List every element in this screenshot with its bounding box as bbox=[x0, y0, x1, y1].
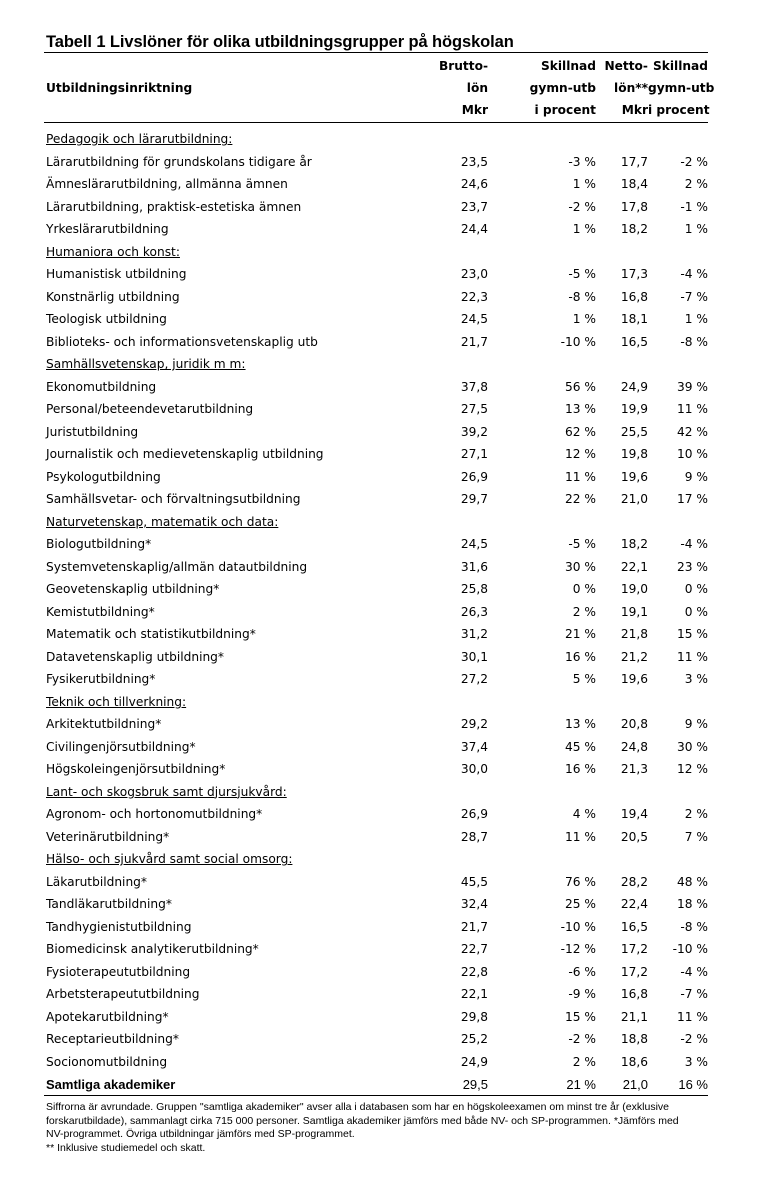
header-brutto: lön bbox=[466, 81, 488, 95]
net-diff-percent: -4 % bbox=[680, 537, 708, 552]
net-diff-percent: 1 % bbox=[684, 222, 708, 237]
gross-diff-percent: 12 % bbox=[565, 447, 596, 462]
gross-lifetime-earnings: 24,9 bbox=[460, 1054, 488, 1069]
gross-diff-percent: 13 % bbox=[565, 402, 596, 417]
gross-diff-percent: 4 % bbox=[572, 807, 596, 822]
net-lifetime-earnings: 17,8 bbox=[620, 199, 648, 214]
education-name: Apotekarutbildning* bbox=[46, 1009, 169, 1024]
top-rule bbox=[44, 52, 708, 53]
gross-lifetime-earnings: 25,2 bbox=[460, 1032, 488, 1047]
gross-lifetime-earnings: 23,0 bbox=[460, 267, 488, 282]
net-lifetime-earnings: 21,2 bbox=[620, 649, 648, 664]
table-row bbox=[44, 623, 708, 646]
gross-lifetime-earnings: 30,0 bbox=[460, 762, 488, 777]
net-lifetime-earnings: 16,5 bbox=[620, 334, 648, 349]
gross-diff-percent: -10 % bbox=[560, 334, 596, 349]
education-name: Samtliga akademiker bbox=[46, 1076, 176, 1092]
gross-diff-percent: 2 % bbox=[572, 1054, 596, 1069]
net-diff-percent: 48 % bbox=[677, 874, 708, 889]
gross-lifetime-earnings: 24,4 bbox=[460, 222, 488, 237]
net-lifetime-earnings: 21,3 bbox=[620, 762, 648, 777]
table-row bbox=[44, 826, 708, 849]
net-diff-percent: -2 % bbox=[680, 154, 708, 169]
net-lifetime-earnings: 19,0 bbox=[620, 582, 648, 597]
education-name: Arbetsterapeututbildning bbox=[46, 987, 200, 1002]
category-label: Pedagogik och lärarutbildning: bbox=[46, 132, 233, 147]
header-diff-brutto: Skillnad bbox=[540, 59, 596, 73]
net-diff-percent: -1 % bbox=[680, 199, 708, 214]
gross-diff-percent: 5 % bbox=[572, 672, 596, 687]
table-row bbox=[44, 376, 708, 399]
category-label: Hälso- och sjukvård samt social omsorg: bbox=[46, 852, 293, 867]
net-diff-percent: 15 % bbox=[677, 627, 708, 642]
gross-lifetime-earnings: 26,9 bbox=[460, 807, 488, 822]
gross-lifetime-earnings: 25,8 bbox=[460, 582, 488, 597]
table-row bbox=[44, 646, 708, 669]
net-lifetime-earnings: 16,8 bbox=[620, 289, 648, 304]
net-diff-percent: 7 % bbox=[684, 829, 708, 844]
gross-diff-percent: 1 % bbox=[572, 177, 596, 192]
gross-lifetime-earnings: 22,8 bbox=[460, 964, 488, 979]
net-lifetime-earnings: 25,5 bbox=[620, 424, 648, 439]
gross-lifetime-earnings: 21,7 bbox=[460, 919, 488, 934]
education-name: Tandhygienistutbildning bbox=[46, 919, 192, 934]
table-row bbox=[44, 263, 708, 286]
gross-lifetime-earnings: 24,6 bbox=[460, 177, 488, 192]
gross-lifetime-earnings: 23,7 bbox=[460, 199, 488, 214]
category-row bbox=[44, 128, 708, 151]
education-name: Konstnärlig utbildning bbox=[46, 289, 180, 304]
net-diff-percent: 18 % bbox=[677, 897, 708, 912]
net-lifetime-earnings: 17,2 bbox=[620, 942, 648, 957]
education-name: Ekonomutbildning bbox=[46, 379, 157, 394]
net-lifetime-earnings: 19,6 bbox=[620, 672, 648, 687]
gross-diff-percent: 56 % bbox=[565, 379, 596, 394]
header-diff-brutto: gymn-utb bbox=[529, 81, 596, 95]
net-diff-percent: 2 % bbox=[684, 807, 708, 822]
education-name: Teologisk utbildning bbox=[46, 312, 167, 327]
gross-diff-percent: -2 % bbox=[568, 199, 596, 214]
category-label: Teknik och tillverkning: bbox=[46, 694, 187, 709]
net-diff-percent: 9 % bbox=[684, 469, 708, 484]
total-row bbox=[44, 1073, 708, 1096]
gross-lifetime-earnings: 37,8 bbox=[460, 379, 488, 394]
education-name: Högskoleingenjörsutbildning* bbox=[46, 762, 226, 777]
net-diff-percent: 16 % bbox=[678, 1076, 708, 1092]
education-name: Agronom- och hortonomutbildning* bbox=[46, 807, 263, 822]
table-row bbox=[44, 488, 708, 511]
net-lifetime-earnings: 16,8 bbox=[620, 987, 648, 1002]
education-name: Humanistisk utbildning bbox=[46, 267, 187, 282]
net-diff-percent: 30 % bbox=[677, 739, 708, 754]
gross-lifetime-earnings: 28,7 bbox=[460, 829, 488, 844]
education-name: Fysioterapeututbildning bbox=[46, 964, 191, 979]
gross-lifetime-earnings: 22,1 bbox=[460, 987, 488, 1002]
table-row bbox=[44, 533, 708, 556]
gross-diff-percent: 15 % bbox=[565, 1009, 596, 1024]
table-row bbox=[44, 398, 708, 421]
table-row bbox=[44, 983, 708, 1006]
gross-diff-percent: 13 % bbox=[565, 717, 596, 732]
table-body bbox=[44, 128, 708, 1096]
net-diff-percent: -7 % bbox=[680, 987, 708, 1002]
table-row bbox=[44, 421, 708, 444]
gross-diff-percent: -3 % bbox=[568, 154, 596, 169]
category-label: Samhällsvetenskap, juridik m m: bbox=[46, 357, 246, 372]
education-name: Lärarutbildning, praktisk-estetiska ämnen bbox=[46, 199, 302, 214]
gross-lifetime-earnings: 22,3 bbox=[460, 289, 488, 304]
education-name: Arkitektutbildning* bbox=[46, 717, 162, 732]
gross-lifetime-earnings: 27,2 bbox=[460, 672, 488, 687]
net-lifetime-earnings: 16,5 bbox=[620, 919, 648, 934]
gross-lifetime-earnings: 27,5 bbox=[460, 402, 488, 417]
education-name: Matematik och statistikutbildning* bbox=[46, 627, 256, 642]
category-label: Humaniora och konst: bbox=[46, 244, 180, 259]
education-name: Ämneslärarutbildning, allmänna ämnen bbox=[46, 177, 288, 192]
footnotes bbox=[46, 1101, 686, 1155]
net-lifetime-earnings: 19,1 bbox=[620, 604, 648, 619]
table-row bbox=[44, 578, 708, 601]
gross-diff-percent: 25 % bbox=[565, 897, 596, 912]
gross-diff-percent: -6 % bbox=[568, 964, 596, 979]
education-name: Tandläkarutbildning* bbox=[46, 897, 172, 912]
gross-lifetime-earnings: 24,5 bbox=[460, 537, 488, 552]
header-education-field: Utbildningsinriktning bbox=[46, 81, 193, 95]
table-row bbox=[44, 151, 708, 174]
net-diff-percent: -2 % bbox=[680, 1032, 708, 1047]
education-name: Datavetenskaplig utbildning* bbox=[46, 649, 225, 664]
net-diff-percent: 42 % bbox=[677, 424, 708, 439]
education-name: Lärarutbildning för grundskolans tidigare år bbox=[46, 154, 312, 169]
gross-lifetime-earnings: 37,4 bbox=[460, 739, 488, 754]
table-row bbox=[44, 286, 708, 309]
net-diff-percent: -7 % bbox=[680, 289, 708, 304]
table-header bbox=[44, 55, 715, 128]
education-name: Systemvetenskaplig/allmän datautbildning bbox=[46, 559, 308, 574]
education-name: Biomedicinsk analytikerutbildning* bbox=[46, 942, 259, 957]
gross-lifetime-earnings: 26,9 bbox=[460, 469, 488, 484]
net-diff-percent: -8 % bbox=[680, 919, 708, 934]
net-lifetime-earnings: 21,0 bbox=[620, 492, 648, 507]
gross-diff-percent: 1 % bbox=[572, 312, 596, 327]
table-row bbox=[44, 556, 708, 579]
gross-diff-percent: 11 % bbox=[565, 829, 596, 844]
header-brutto: Mkr bbox=[461, 103, 488, 117]
gross-diff-percent: 1 % bbox=[572, 222, 596, 237]
table-row bbox=[44, 893, 708, 916]
gross-lifetime-earnings: 27,1 bbox=[460, 447, 488, 462]
net-diff-percent: 2 % bbox=[684, 177, 708, 192]
net-lifetime-earnings: 18,1 bbox=[620, 312, 648, 327]
header-diff-netto: gymn-utb bbox=[648, 81, 715, 95]
net-diff-percent: 11 % bbox=[677, 1009, 708, 1024]
net-diff-percent: 0 % bbox=[684, 582, 708, 597]
table-row bbox=[44, 1051, 708, 1074]
net-diff-percent: 11 % bbox=[677, 402, 708, 417]
table-row bbox=[44, 1028, 708, 1051]
net-diff-percent: 0 % bbox=[684, 604, 708, 619]
table-row bbox=[44, 308, 708, 331]
table-row bbox=[44, 916, 708, 939]
category-row bbox=[44, 241, 708, 264]
education-name: Biologutbildning* bbox=[46, 537, 152, 552]
gross-lifetime-earnings: 31,6 bbox=[460, 559, 488, 574]
net-diff-percent: 9 % bbox=[684, 717, 708, 732]
table-row bbox=[44, 1006, 708, 1029]
footnote-netto: ** Inklusive studiemedel och skatt. bbox=[46, 1141, 206, 1154]
gross-diff-percent: -2 % bbox=[568, 1032, 596, 1047]
net-diff-percent: 10 % bbox=[677, 447, 708, 462]
gross-lifetime-earnings: 29,5 bbox=[462, 1076, 488, 1092]
net-lifetime-earnings: 19,8 bbox=[620, 447, 648, 462]
gross-diff-percent: -5 % bbox=[568, 267, 596, 282]
education-name: Kemistutbildning* bbox=[46, 604, 155, 619]
net-lifetime-earnings: 19,4 bbox=[620, 807, 648, 822]
table-row bbox=[44, 713, 708, 736]
net-lifetime-earnings: 17,7 bbox=[620, 154, 648, 169]
gross-lifetime-earnings: 23,5 bbox=[460, 154, 488, 169]
table-row bbox=[44, 758, 708, 781]
net-diff-percent: 39 % bbox=[677, 379, 708, 394]
net-diff-percent: -8 % bbox=[680, 334, 708, 349]
net-diff-percent: 3 % bbox=[684, 672, 708, 687]
header-netto: Mkr bbox=[621, 103, 648, 117]
net-lifetime-earnings: 21,8 bbox=[620, 627, 648, 642]
gross-diff-percent: -10 % bbox=[560, 919, 596, 934]
category-row bbox=[44, 781, 708, 804]
table-row bbox=[44, 443, 708, 466]
category-row bbox=[44, 511, 708, 534]
table-row bbox=[44, 668, 708, 691]
gross-diff-percent: -9 % bbox=[568, 987, 596, 1002]
education-name: Yrkeslärarutbildning bbox=[46, 222, 169, 237]
net-lifetime-earnings: 19,6 bbox=[620, 469, 648, 484]
table-row bbox=[44, 871, 708, 894]
gross-lifetime-earnings: 24,5 bbox=[460, 312, 488, 327]
category-row bbox=[44, 353, 708, 376]
gross-lifetime-earnings: 29,7 bbox=[460, 492, 488, 507]
education-name: Civilingenjörsutbildning* bbox=[46, 739, 196, 754]
net-diff-percent: 11 % bbox=[677, 649, 708, 664]
header-row-3 bbox=[44, 99, 708, 121]
gross-diff-percent: 22 % bbox=[565, 492, 596, 507]
education-name: Samhällsvetar- och förvaltningsutbildning bbox=[46, 492, 301, 507]
net-lifetime-earnings: 28,2 bbox=[620, 874, 648, 889]
net-lifetime-earnings: 22,1 bbox=[620, 559, 648, 574]
gross-diff-percent: 21 % bbox=[565, 627, 596, 642]
table-row bbox=[44, 938, 708, 961]
net-lifetime-earnings: 21,0 bbox=[622, 1076, 648, 1092]
net-lifetime-earnings: 18,2 bbox=[620, 537, 648, 552]
education-name: Biblioteks- och informationsvetenskaplig utb bbox=[46, 334, 318, 349]
table-row bbox=[44, 196, 708, 219]
gross-lifetime-earnings: 39,2 bbox=[460, 424, 488, 439]
footnote-main: Siffrorna är avrundade. Gruppen "samtliga akademiker" avser alla i databasen som har en högskoleexamen om minst tre år (exklusive forskarutbildade), sammanlagt cirka 715 000 personer. Samtliga akademiker jämförs med både NV- och SP-programmen. *Jämförs med NV-programmet. Övriga utbildningar jämförs med SP-programmet. bbox=[46, 1101, 679, 1141]
education-name: Veterinärutbildning* bbox=[46, 829, 170, 844]
net-lifetime-earnings: 24,9 bbox=[620, 379, 648, 394]
gross-lifetime-earnings: 32,4 bbox=[460, 897, 488, 912]
net-lifetime-earnings: 24,8 bbox=[620, 739, 648, 754]
gross-lifetime-earnings: 29,8 bbox=[460, 1009, 488, 1024]
category-row bbox=[44, 848, 708, 871]
table-row bbox=[44, 961, 708, 984]
education-name: Psykologutbildning bbox=[46, 469, 161, 484]
education-name: Geovetenskaplig utbildning* bbox=[46, 582, 220, 597]
category-label: Lant- och skogsbruk samt djursjukvård: bbox=[46, 784, 287, 799]
gross-diff-percent: 16 % bbox=[565, 762, 596, 777]
header-diff-netto: Skillnad bbox=[652, 59, 708, 73]
gross-diff-percent: 62 % bbox=[565, 424, 596, 439]
gross-diff-percent: 2 % bbox=[572, 604, 596, 619]
header-brutto: Brutto- bbox=[438, 59, 488, 73]
gross-diff-percent: 76 % bbox=[565, 874, 596, 889]
header-netto: lön** bbox=[614, 81, 648, 95]
net-diff-percent: 12 % bbox=[677, 762, 708, 777]
gross-diff-percent: -8 % bbox=[568, 289, 596, 304]
header-diff-netto: i procent bbox=[648, 103, 710, 117]
table-row bbox=[44, 803, 708, 826]
net-diff-percent: 23 % bbox=[677, 559, 708, 574]
gross-lifetime-earnings: 29,2 bbox=[460, 717, 488, 732]
education-name: Fysikerutbildning* bbox=[46, 672, 156, 687]
net-lifetime-earnings: 18,8 bbox=[620, 1032, 648, 1047]
net-lifetime-earnings: 19,9 bbox=[620, 402, 648, 417]
net-diff-percent: -4 % bbox=[680, 267, 708, 282]
gross-diff-percent: 16 % bbox=[565, 649, 596, 664]
gross-diff-percent: 0 % bbox=[572, 582, 596, 597]
table-title: Tabell 1 Livslöner för olika utbildningsgrupper på högskolan bbox=[46, 33, 514, 51]
net-lifetime-earnings: 20,5 bbox=[620, 829, 648, 844]
lifetime-earnings-table bbox=[44, 55, 715, 1096]
gross-lifetime-earnings: 21,7 bbox=[460, 334, 488, 349]
table-row bbox=[44, 466, 708, 489]
header-row-1 bbox=[44, 55, 708, 77]
net-lifetime-earnings: 18,4 bbox=[620, 177, 648, 192]
net-lifetime-earnings: 18,6 bbox=[620, 1054, 648, 1069]
gross-lifetime-earnings: 22,7 bbox=[460, 942, 488, 957]
table-row bbox=[44, 736, 708, 759]
gross-diff-percent: -12 % bbox=[560, 942, 596, 957]
header-diff-brutto: i procent bbox=[534, 103, 596, 117]
net-lifetime-earnings: 17,3 bbox=[620, 267, 648, 282]
education-name: Personal/beteendevetarutbildning bbox=[46, 402, 254, 417]
net-diff-percent: 17 % bbox=[677, 492, 708, 507]
gross-lifetime-earnings: 30,1 bbox=[460, 649, 488, 664]
header-netto: Netto- bbox=[604, 59, 648, 73]
education-name: Socionomutbildning bbox=[46, 1054, 168, 1069]
net-lifetime-earnings: 20,8 bbox=[620, 717, 648, 732]
header-row-2 bbox=[44, 77, 708, 99]
table-row bbox=[44, 218, 708, 241]
education-name: Receptarieutbildning* bbox=[46, 1032, 179, 1047]
gross-lifetime-earnings: 26,3 bbox=[460, 604, 488, 619]
education-name: Juristutbildning bbox=[46, 424, 139, 439]
net-diff-percent: 1 % bbox=[684, 312, 708, 327]
gross-diff-percent: -5 % bbox=[568, 537, 596, 552]
education-name: Läkarutbildning* bbox=[46, 874, 147, 889]
education-name: Journalistik och medievetenskaplig utbildning bbox=[46, 447, 324, 462]
net-lifetime-earnings: 17,2 bbox=[620, 964, 648, 979]
table-row bbox=[44, 173, 708, 196]
net-lifetime-earnings: 21,1 bbox=[620, 1009, 648, 1024]
net-diff-percent: -10 % bbox=[672, 942, 708, 957]
net-lifetime-earnings: 22,4 bbox=[620, 897, 648, 912]
gross-diff-percent: 11 % bbox=[565, 469, 596, 484]
table-row bbox=[44, 331, 708, 354]
gross-diff-percent: 45 % bbox=[565, 739, 596, 754]
category-row bbox=[44, 691, 708, 714]
net-diff-percent: 3 % bbox=[684, 1054, 708, 1069]
category-label: Naturvetenskap, matematik och data: bbox=[46, 514, 279, 529]
table-row bbox=[44, 601, 708, 624]
net-diff-percent: -4 % bbox=[680, 964, 708, 979]
gross-lifetime-earnings: 31,2 bbox=[460, 627, 488, 642]
gross-lifetime-earnings: 45,5 bbox=[460, 874, 488, 889]
gross-diff-percent: 21 % bbox=[566, 1076, 596, 1092]
gross-diff-percent: 30 % bbox=[565, 559, 596, 574]
net-lifetime-earnings: 18,2 bbox=[620, 222, 648, 237]
